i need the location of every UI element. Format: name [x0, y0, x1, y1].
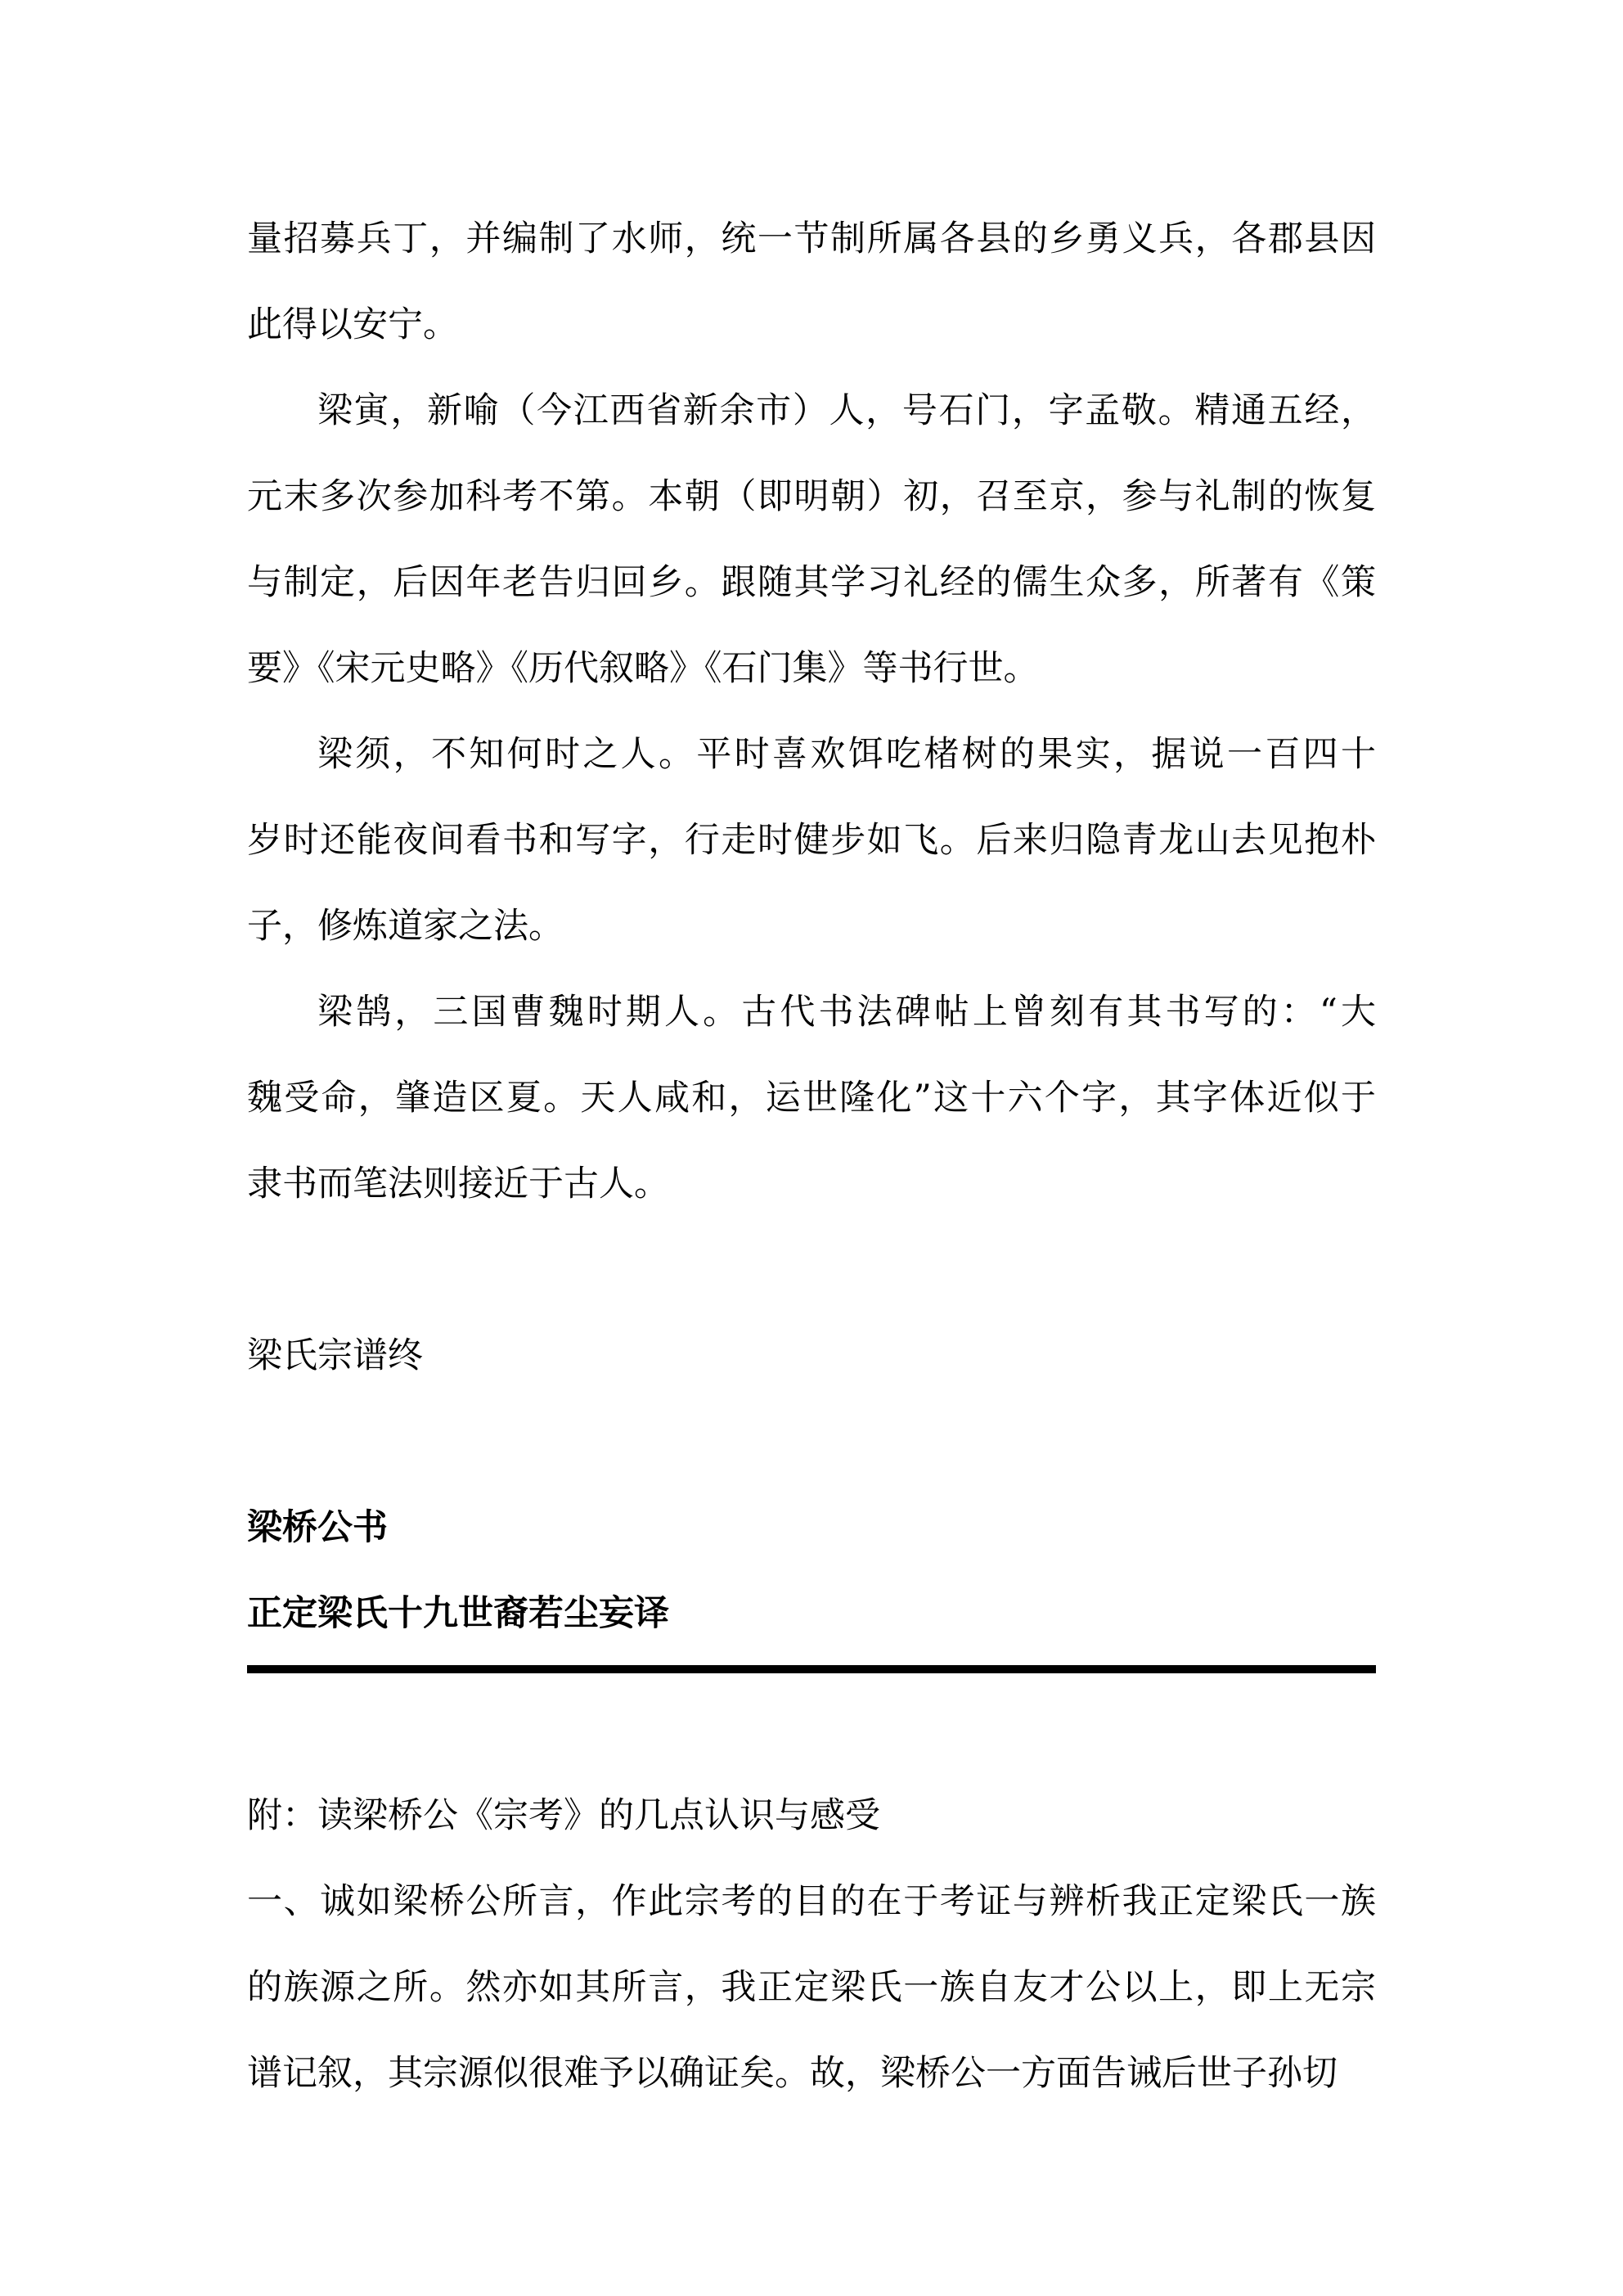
liang-yin-paragraph-line-1: 梁寅，新喻（今江西省新余市）人，号石门，字孟敬。精通五经，	[317, 390, 1376, 431]
appendix-paragraph-section	[247, 1859, 1376, 2117]
translator-line: 正定梁氏十九世裔若尘妄译	[247, 1593, 669, 1634]
appendix-point-one-paragraph-line-1: 一、诚如梁桥公所言，作此宗考的目的在于考证与辨析我正定梁氏一族	[247, 1881, 1376, 1922]
appendix-heading: 附：读梁桥公《宗考》的几点认识与感受	[247, 1795, 880, 1836]
liang-hu-paragraph	[247, 970, 1376, 1227]
continuation-paragraph	[247, 196, 1376, 368]
body-text-section	[247, 196, 1376, 1227]
section-divider-rule	[247, 1665, 1376, 1673]
appendix-point-one-paragraph-line-2: 的族源之所。然亦如其所言，我正定梁氏一族自友才公以上，即上无宗	[247, 1967, 1376, 2008]
liang-xu-paragraph	[247, 712, 1376, 970]
liang-xu-paragraph-line-1: 梁须，不知何时之人。平时喜欢饵吃楮树的果实，据说一百四十	[317, 734, 1376, 775]
liang-yin-paragraph-line-2: 元末多次参加科考不第。本朝（即明朝）初，召至京，参与礼制的恢复	[247, 476, 1376, 517]
liang-yin-paragraph	[247, 368, 1376, 712]
author-signature: 梁桥公书	[247, 1507, 388, 1548]
appendix-point-one-paragraph	[247, 1859, 1376, 2117]
continuation-paragraph-line-1: 量招募兵丁，并编制了水师，统一节制所属各县的乡勇义兵，各郡县因	[247, 218, 1376, 259]
liang-hu-paragraph-line-3: 隶书而笔法则接近于古人。	[247, 1164, 669, 1204]
liang-hu-paragraph-line-2: 魏受命，肇造区夏。天人咸和，运世隆化”这十六个字，其字体近似于	[247, 1078, 1376, 1119]
appendix-point-one-paragraph-line-3: 谱记叙，其宗源似很难予以确证矣。故，梁桥公一方面告诫后世子孙切	[247, 2053, 1338, 2094]
liang-xu-paragraph-line-2: 岁时还能夜间看书和写字，行走时健步如飞。后来归隐青龙山去见抱朴	[247, 820, 1376, 861]
liang-yin-paragraph-line-4: 要》《宋元史略》《历代叙略》《石门集》等书行世。	[247, 648, 1039, 689]
liang-hu-paragraph-line-1: 梁鹄，三国曹魏时期人。古代书法碑帖上曾刻有其书写的：“大	[317, 992, 1376, 1033]
liang-yin-paragraph-line-3: 与制定，后因年老告归回乡。跟随其学习礼经的儒生众多，所著有《策	[247, 562, 1376, 603]
continuation-paragraph-line-2: 此得以安宁。	[247, 304, 458, 345]
liang-xu-paragraph-line-3: 子，修炼道家之法。	[247, 906, 564, 947]
genealogy-end-mark: 梁氏宗谱终	[247, 1335, 423, 1376]
